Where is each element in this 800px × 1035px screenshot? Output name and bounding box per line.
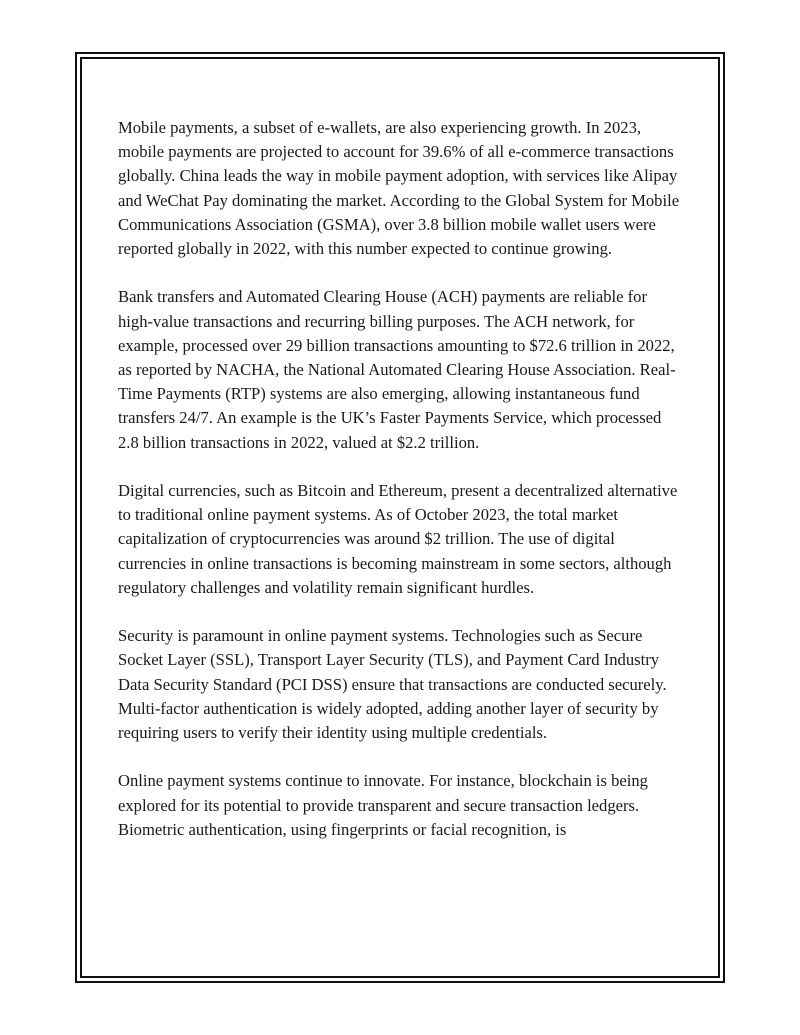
paragraph-mobile-payments: Mobile payments, a subset of e-wallets, are also experiencing growth. In 2023, mobile payments are projected to account for 39.6% of all e-commerce transactions globally. China leads the way in mobile payment adoption, with services like Alipay and WeChat Pay dominating the market. According to the Global System for Mobile Communications Association (GSMA), over 3.8 billion mobile wallet users were reported globally in 2022, with this number expected to continue growing. <box>118 118 680 259</box>
paragraph-security: Security is paramount in online payment systems. Technologies such as Secure Socket Layer (SSL), Transport Layer Security (TLS), and Payment Card Industry Data Security Standard (PCI DSS) ensure that transactions are conducted securely. Multi-factor authentication is widely adopted, adding another layer of security by requiring users to verify their identity using multiple credentials. <box>118 626 667 743</box>
paragraph-bank-transfers: Bank transfers and Automated Clearing House (ACH) payments are reliable for high-value transactions and recurring billing purposes. The ACH network, for example, processed over 29 billion transactions amounting to $72.6 trillion in 2022, as reported by NACHA, the National Automated Clearing House Association. Real-Time Payments (RTP) systems are also emerging, allowing instantaneous fund transfers 24/7. An example is the UK’s Faster Payments Service, which processed 2.8 billion transactions in 2022, valued at $2.2 trillion. <box>118 287 676 452</box>
paragraph-digital-currencies: Digital currencies, such as Bitcoin and Ethereum, present a decentralized alternative to traditional online payment systems. As of October 2023, the total market capitalization of cryptocurrencies was around $2 trillion. The use of digital currencies in online transactions is becoming mainstream in some sectors, although regulatory challenges and volatility remain significant hurdles. <box>118 481 678 597</box>
paragraph-innovation: Online payment systems continue to innovate. For instance, blockchain is being explored for its potential to provide transparent and secure transaction ledgers. Biometric authentication, using fingerprints or facial recognition, is <box>118 771 648 839</box>
document-body <box>118 116 684 842</box>
